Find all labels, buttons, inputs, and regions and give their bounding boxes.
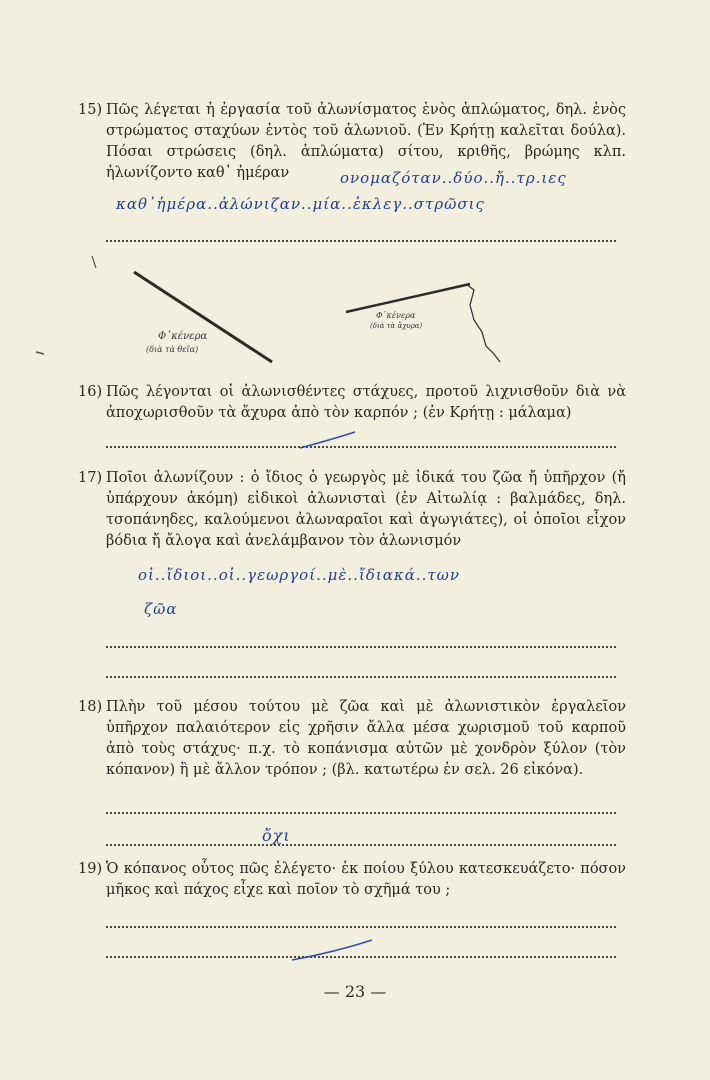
handwritten-answer: καθ᾽ἡμέρα..ἀλώνιζαν..μία..ἐκλεγ..στρῶσις — [116, 195, 485, 213]
handwritten-answer: ζῶα — [144, 600, 178, 618]
sketch-label-right: Φ᾽κένερα — [376, 311, 416, 320]
question-number: 18) — [78, 699, 103, 715]
handwritten-answer: ονομαζόταν..δύο..ἤ..τρ.ιες — [340, 169, 567, 187]
question-text: Ποῖοι ἀλωνίζουν : ὁ ἴδιος ὁ γεωργὸς μὲ ἰδικά του ζῶα ἤ ὑπῆρχον (ἤ ὑπάρχουν ἀκόμη) εἰδικοὶ ἀλωνισταὶ (ἐν Αἰτωλίᾳ : βαλμάδες, δηλ. τσοπάνηδες, καλούμενοι ἀλωναραῖοι καὶ ἀγωγιάτες), οἱ ὁποῖοι εἶχον βόδια ἤ ἄλογα καὶ ἀνελάμβανον τὸν ἀλωνισμόν — [106, 470, 626, 549]
question-number: 16) — [78, 384, 103, 400]
question-number: 19) — [78, 861, 103, 877]
sketch-sublabel-right: (διὰ τὰ ἄχυρα) — [370, 322, 423, 330]
page-number: — 23 — — [323, 982, 387, 1001]
handwritten-answer: ὄχι — [262, 826, 291, 845]
question-text: Πῶς λέγεται ἡ ἐργασία τοῦ ἀλωνίσματος ἑνὸς ἁπλώματος, δηλ. ἑνὸς στρώματος σταχύων ἐντὸς τοῦ ἀλωνιοῦ. (Ἐν Κρήτῃ καλεῖται δούλα). Πόσαι στρώσεις (δηλ. ἁπλώματα) σίτου, κριθῆς, βρώμης κλπ. ἠλωνίζοντο καθ᾽ ἡμέραν — [106, 102, 626, 181]
handwritten-answer: οἱ..ἴδιοι..οἱ..γεωργοί..μὲ..ἴδιακά..των — [138, 566, 461, 584]
sketch-label-left: Φ᾽κένερα — [158, 331, 208, 342]
question-number: 17) — [78, 470, 103, 486]
question-text: Πῶς λέγονται οἱ ἀλωνισθέντες στάχυες, προτοῦ λιχνισθοῦν διὰ νὰ ἀποχωρισθοῦν τὰ ἄχυρα ἀπὸ τὸν καρπόν ; (ἐν Κρήτῃ : μάλαμα) — [106, 384, 626, 421]
question-number: 15) — [78, 102, 103, 118]
question-text: Ὁ κόπανος οὗτος πῶς ἐλέγετο· ἐκ ποίου ξύλου κατεσκευάζετο· πόσον μῆκος καὶ πάχος εἶχε καὶ ποῖον τὸ σχῆμά του ; — [106, 861, 626, 898]
question-text: Πλὴν τοῦ μέσου τούτου μὲ ζῶα καὶ μὲ ἀλωνιστικὸν ἐργαλεῖον ὑπῆρχον παλαιότερον εἰς χρῆσιν ἄλλα μέσα χωρισμοῦ τοῦ καρποῦ ἀπὸ τοὺς στάχυς· π.χ. τὸ κοπάνισμα αὐτῶν μὲ χονδρὸν ξύλον (τὸν κόπανον) ἢ μὲ ἄλλον τρόπον ; (βλ. κατωτέρω ἐν σελ. 26 εἰκόνα). — [106, 699, 626, 778]
sketch-sublabel-left: (διὰ τὰ θεῖα) — [146, 345, 199, 354]
